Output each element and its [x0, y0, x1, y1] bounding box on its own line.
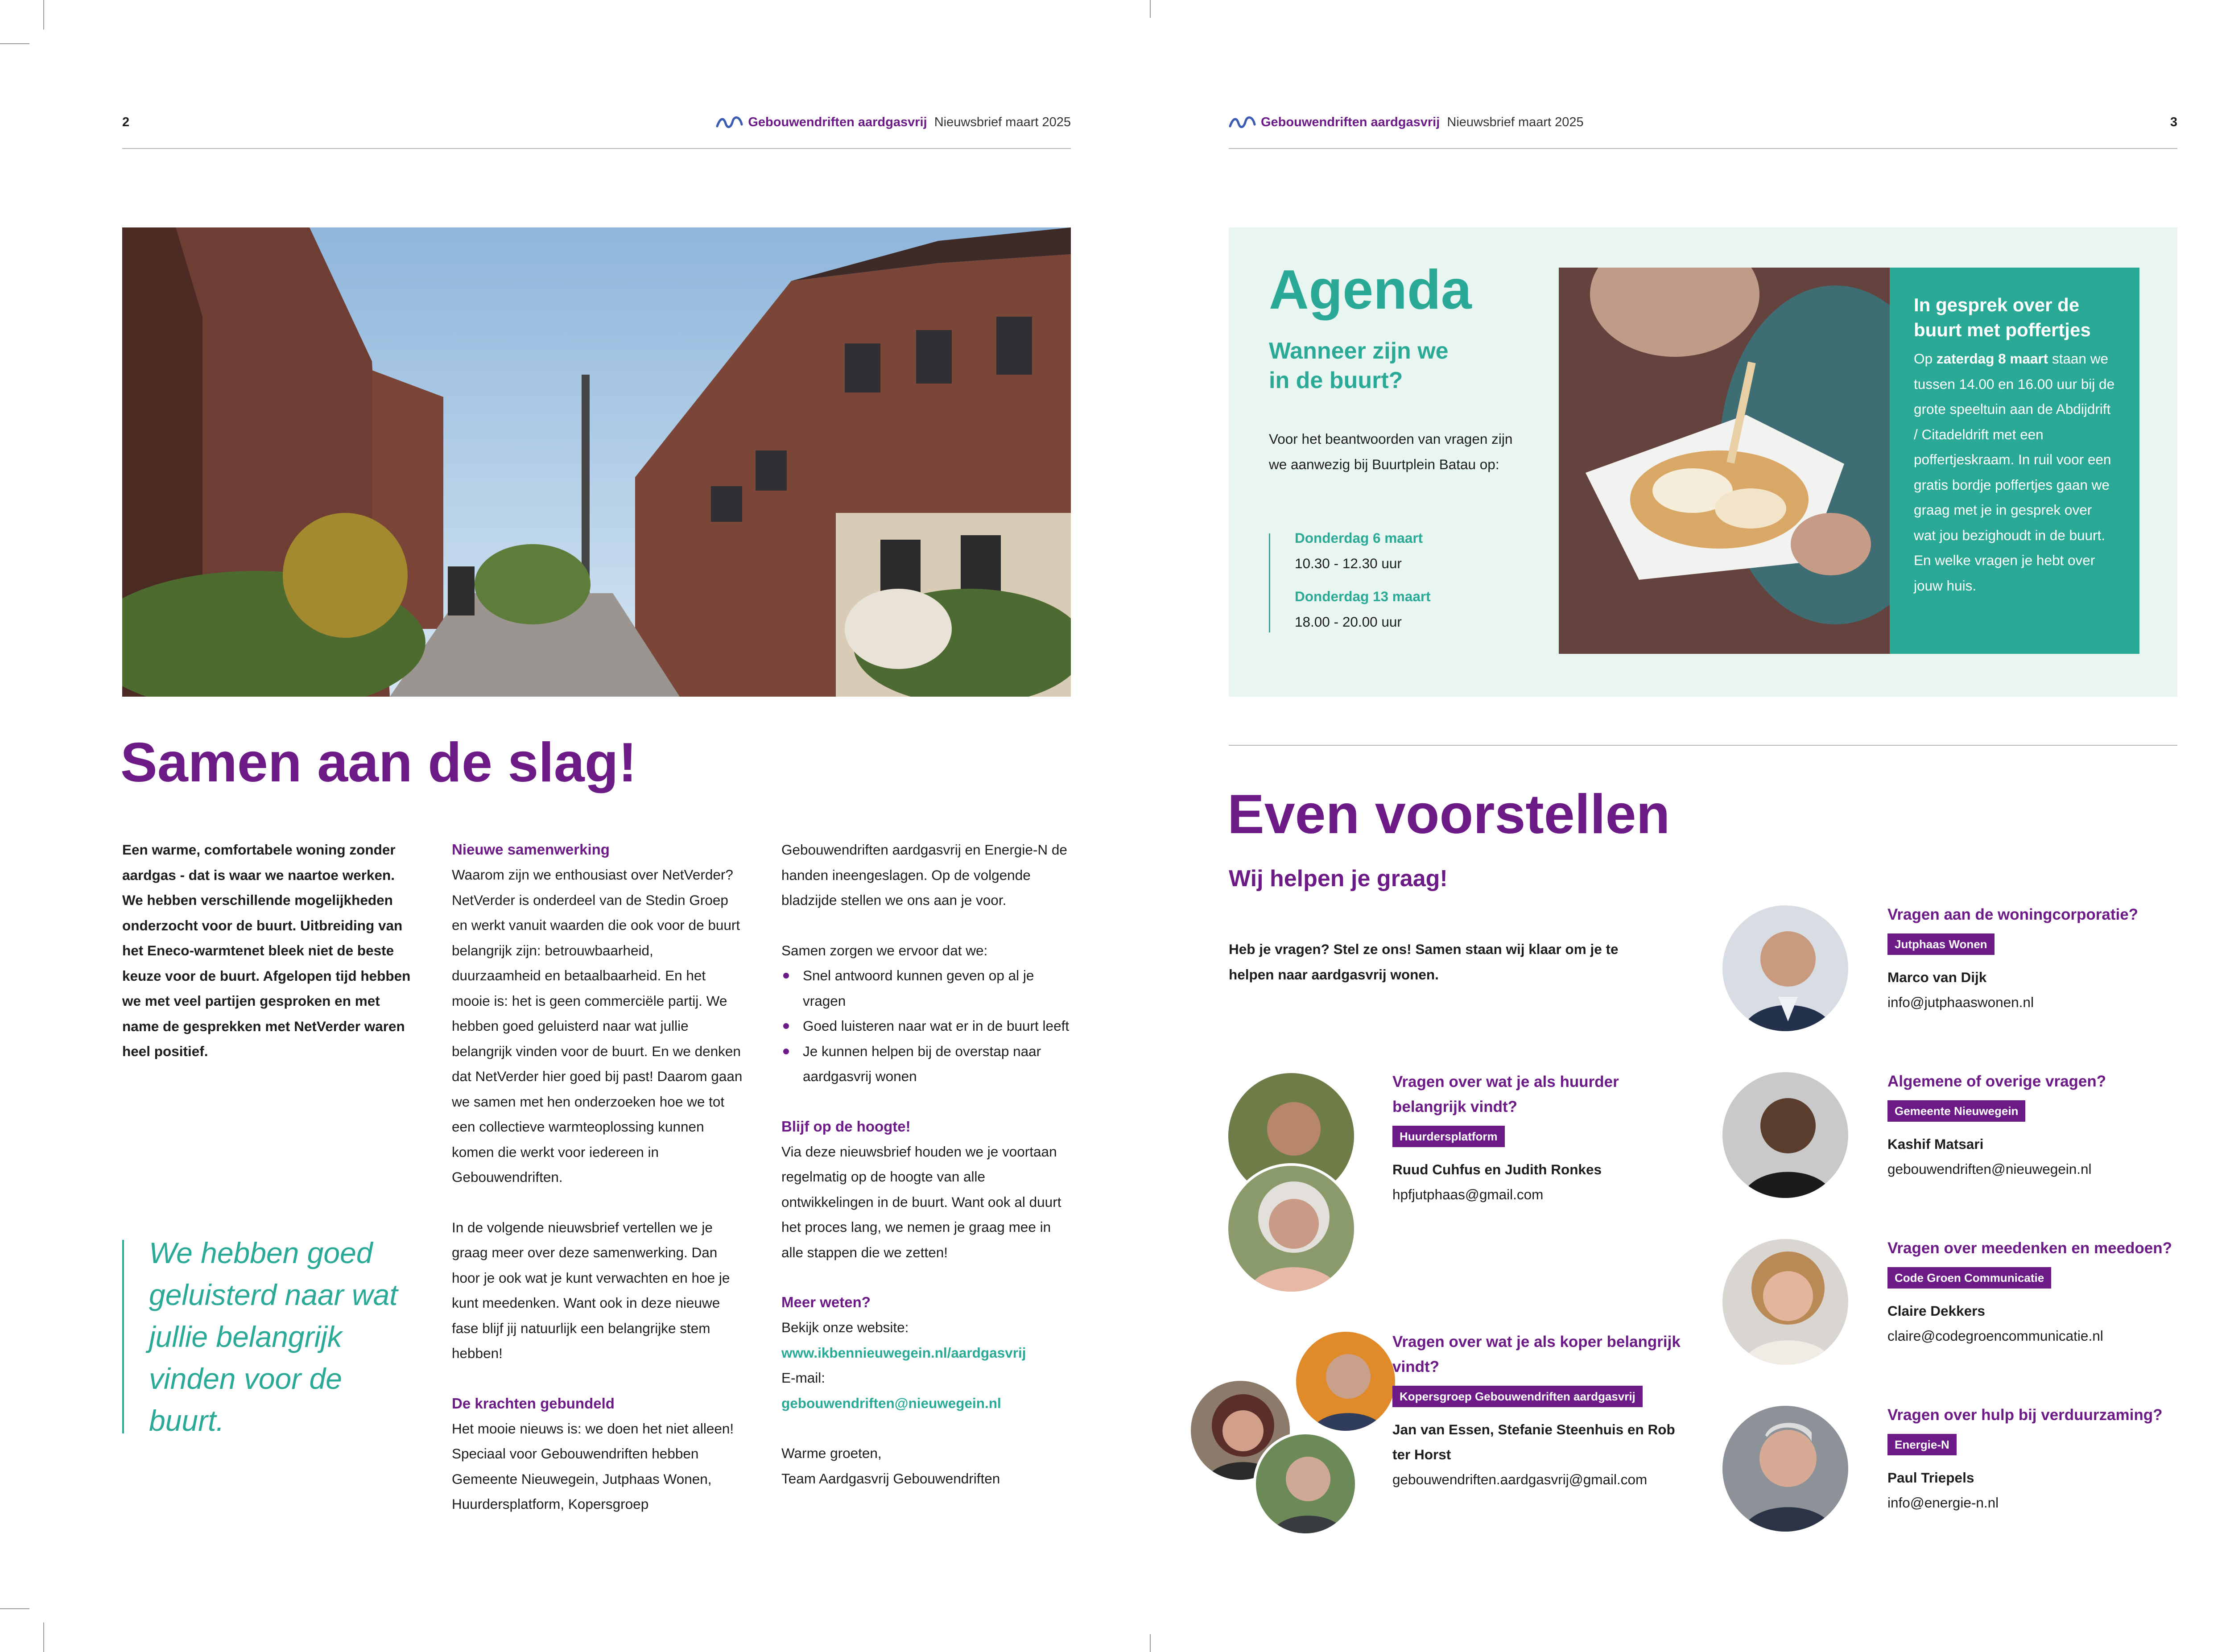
- email-link[interactable]: gebouwendriften@nieuwegein.nl: [781, 1395, 1001, 1411]
- avatar: [1720, 1236, 1851, 1367]
- avatar: [1720, 903, 1851, 1034]
- contact-name: Jan van Essen, Stefanie Steenhuis en Rob ter Horst: [1392, 1421, 1675, 1462]
- bullet-icon: [783, 1023, 789, 1029]
- article-title: Samen aan de slag!: [120, 732, 637, 793]
- panel-text: Op zaterdag 8 maart staan we tussen 14.00 en 16.00 uur bij de grote speeltuin aan de Abdijdrift / Citadeldrift met een poffertjeskraam. In ruil voor een gratis bordje poffertjes gaan we graag met je in gesprek over wat jou bezighoudt in de buurt. En welke vragen je hebt over jouw huis.: [1914, 351, 2115, 594]
- crop-mark: [0, 43, 29, 44]
- agenda-time: 18.00 - 20.00 uur: [1295, 613, 1402, 630]
- paragraph: Gebouwendriften aardgasvrij en Energie-N de handen ineengeslagen. Op de volgende bladzijde stellen we ons aan je voor.: [781, 842, 1067, 908]
- subheading: Meer weten?: [781, 1294, 871, 1310]
- subheading: De krachten gebundeld: [452, 1395, 615, 1412]
- section-lead: Heb je vragen? Stel ze ons! Samen staan wij klaar om je te helpen naar aardgasvrij wonen.: [1229, 941, 1619, 983]
- avatar: [1720, 1070, 1851, 1201]
- section-title: Even voorstellen: [1227, 784, 1670, 845]
- brand-name: Gebouwendriften aardgasvrij: [748, 115, 927, 129]
- crop-mark: [43, 1623, 44, 1652]
- pull-quote: We hebben goed geluisterd naar wat jullie belangrijk vinden voor de buurt.: [149, 1236, 398, 1437]
- contact-card: [1887, 902, 2191, 1015]
- org-tag: Huurdersplatform: [1392, 1126, 1505, 1147]
- paragraph: In de volgende nieuwsbrief vertellen we je graag meer over deze samenwerking. Dan hoor je ook wat je kunt verwachten en hoe je kunt meedenken. Want ook in deze nieuwe fase blijf jij natuurlijk een belangrijke stem hebben!: [452, 1219, 730, 1361]
- list-item: Goed luisteren naar wat er in de buurt leeft: [781, 1013, 1076, 1039]
- contact-email[interactable]: info@jutphaaswonen.nl: [1887, 994, 2034, 1010]
- contact-name: Paul Triepels: [1887, 1470, 1974, 1486]
- org-tag: Code Groen Communicatie: [1887, 1267, 2051, 1289]
- article-column-2: [452, 837, 746, 1517]
- crop-mark: [0, 1608, 29, 1609]
- contact-card: [1392, 1330, 1687, 1492]
- org-tag: Jutphaas Wonen: [1887, 933, 1995, 955]
- paragraph: Waarom zijn we enthousiast over NetVerder? NetVerder is onderdeel van de Stedin Groep en werkt vanuit waarden die ook voor de buurt belangrijk zijn: betrouwbaarheid, duurzaamheid en betaalbaarheid. En het mooie is: het is geen commerciële partij. We hebben goed geluisterd naar wat jullie belangrijk vinden voor de buurt. En we denken dat NetVerder hier goed bij past! Daarom gaan we samen met hen onderzoeken hoe we tot een collectieve warmteoplossing kunnen komen die werkt voor iedereen in Gebouwendriften.: [452, 867, 743, 1185]
- agenda-box: [1229, 227, 2177, 697]
- contact-name: Marco van Dijk: [1887, 969, 1987, 985]
- paragraph: Het mooie nieuws is: we doen het niet alleen! Speciaal voor Gebouwendriften hebben Gemeente Nieuwegein, Jutphaas Wonen, Huurdersplatform, Kopersgroep: [452, 1420, 734, 1512]
- contact-email[interactable]: gebouwendriften@nieuwegein.nl: [1887, 1161, 2092, 1177]
- contact-name: Ruud Cuhfus en Judith Ronkes: [1392, 1161, 1602, 1177]
- contact-question: Vragen over hulp bij verduurzaming?: [1887, 1406, 2163, 1424]
- bullet-icon: [783, 1049, 789, 1054]
- contact-question: Vragen over wat je als huurder belangrijk vindt?: [1392, 1073, 1619, 1115]
- closing-signature: Team Aardgasvrij Gebouwendriften: [781, 1470, 1000, 1487]
- closing-greeting: Warme groeten,: [781, 1445, 882, 1461]
- crop-mark: [43, 0, 44, 29]
- contact-email[interactable]: info@energie-n.nl: [1887, 1495, 1999, 1511]
- agenda-dates: [1295, 525, 1431, 634]
- paragraph: Via deze nieuwsbrief houden we je voortaan regelmatig op de hoogte van alle ontwikkelingen in de buurt. Want ook al duurt het proces lang, we nemen je graag mee in alle stappen die we zetten!: [781, 1143, 1061, 1260]
- contact-card: [1887, 1236, 2191, 1348]
- page-number: 2: [122, 115, 130, 129]
- poffertjes-photo: [1559, 268, 1890, 654]
- subheading: Blijf op de hoogte!: [781, 1118, 911, 1135]
- page-number: 3: [2170, 115, 2177, 129]
- panel-title: In gesprek over de buurt met poffertjes: [1914, 294, 2091, 340]
- contact-question: Vragen over meedenken en meedoen?: [1887, 1239, 2172, 1257]
- bullet-list: [781, 963, 1076, 1089]
- street-photo: [122, 227, 1071, 697]
- brand-logo-icon: [716, 116, 743, 129]
- article-intro: Een warme, comfortabele woning zonder aardgas - dat is waar we naartoe werken. We hebben verschillende mogelijkheden onderzocht voor de buurt. Uitbreiding van het Eneco-warmtenet bleek niet de beste keuze voor de buurt. Afgelopen tijd hebben we met veel partijen gesproken en met name de gesprekken met NetVerder waren heel positief.: [122, 842, 411, 1059]
- contact-card: [1392, 1070, 1687, 1207]
- quote-bar: [122, 1240, 124, 1433]
- section-subtitle: Wij helpen je graag!: [1229, 866, 1448, 892]
- agenda-subtitle: Wanneer zijn we in de buurt?: [1269, 338, 1449, 393]
- avatar: [1253, 1432, 1358, 1536]
- agenda-date: Donderdag 6 maart: [1295, 530, 1423, 546]
- list-item: Snel antwoord kunnen geven op al je vragen: [781, 963, 1076, 1013]
- avatar: [1293, 1329, 1398, 1433]
- contact-question: Algemene of overige vragen?: [1887, 1073, 2106, 1090]
- avatar: [1720, 1403, 1851, 1534]
- brand-logo-icon: [1229, 116, 1256, 129]
- paragraph: Samen zorgen we ervoor dat we:: [781, 942, 988, 958]
- list-item: Je kunnen helpen bij de overstap naar aardgasvrij wonen: [781, 1039, 1076, 1089]
- section-divider: [1229, 745, 2177, 746]
- issue-label: Nieuwsbrief maart 2025: [1447, 115, 1584, 129]
- brand-name: Gebouwendriften aardgasvrij: [1261, 115, 1440, 129]
- avatar: [1226, 1163, 1357, 1294]
- org-tag: Kopersgroep Gebouwendriften aardgasvrij: [1392, 1386, 1643, 1407]
- website-label: Bekijk onze website:: [781, 1319, 909, 1335]
- header-rule: [1229, 148, 2177, 149]
- header-rule: [122, 148, 1071, 149]
- org-tag: Energie-N: [1887, 1434, 1957, 1455]
- agenda-date: Donderdag 13 maart: [1295, 588, 1431, 604]
- poffertjes-panel: [1890, 268, 2139, 654]
- running-header: [685, 115, 1071, 130]
- agenda-time: 10.30 - 12.30 uur: [1295, 555, 1402, 571]
- agenda-date-bar: [1269, 533, 1270, 632]
- crop-mark: [1150, 0, 1151, 18]
- contact-email[interactable]: claire@codegroencommunicatie.nl: [1887, 1328, 2103, 1344]
- subheading: Nieuwe samenwerking: [452, 841, 610, 858]
- contact-question: Vragen aan de woningcorporatie?: [1887, 906, 2139, 923]
- contact-question: Vragen over wat je als koper belangrijk vindt?: [1392, 1333, 1681, 1375]
- crop-mark: [1150, 1634, 1151, 1652]
- website-link[interactable]: www.ikbennieuwegein.nl/aardgasvrij: [781, 1344, 1026, 1361]
- contact-email[interactable]: hpfjutphaas@gmail.com: [1392, 1186, 1544, 1202]
- contact-name: Kashif Matsari: [1887, 1136, 1984, 1152]
- issue-label: Nieuwsbrief maart 2025: [934, 115, 1071, 129]
- contact-name: Claire Dekkers: [1887, 1303, 1985, 1319]
- contact-card: [1887, 1403, 2191, 1515]
- org-tag: Gemeente Nieuwegein: [1887, 1100, 2025, 1122]
- agenda-title: Agenda: [1269, 259, 1472, 321]
- bullet-icon: [783, 973, 789, 979]
- agenda-intro: Voor het beantwoorden van vragen zijn we aanwezig bij Buurtplein Batau op:: [1269, 431, 1513, 472]
- contact-email[interactable]: gebouwendriften.aardgasvrij@gmail.com: [1392, 1471, 1648, 1487]
- article-column-3: [781, 837, 1076, 1491]
- contact-card: [1887, 1069, 2191, 1181]
- email-label: E-mail:: [781, 1370, 826, 1386]
- running-header: [1229, 115, 1584, 130]
